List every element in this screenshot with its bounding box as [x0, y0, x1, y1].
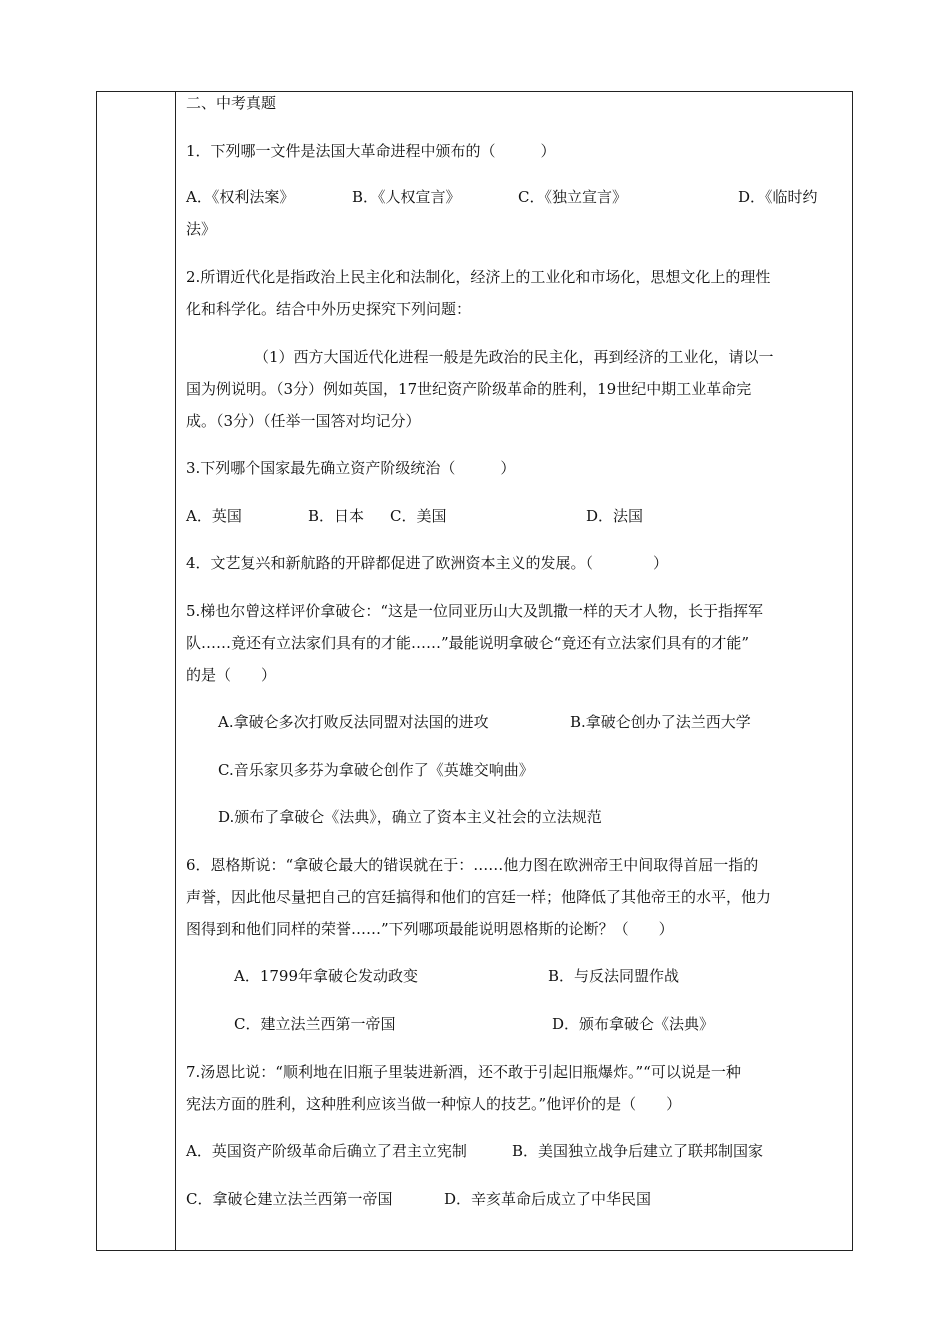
question-5-stem-line-3: 的是（ ）	[186, 666, 277, 684]
question-2-sub-line-2: 国为例说明。（3分）例如英国，17世纪资产阶级革命的胜利，19世纪中期工业革命完	[186, 380, 752, 398]
question-3-option-b: B．日本	[308, 507, 365, 525]
question-1-option-a: A．《权利法案》	[186, 188, 295, 206]
question-5-stem-line-1: 5.梯也尔曾这样评价拿破仑：“这是一位同亚历山大及凯撒一样的天才人物，长于指挥军	[186, 602, 763, 620]
question-2-sub-line-3: 成。（3分）（任举一国答对均记分）	[186, 412, 421, 430]
question-5-option-c: C.音乐家贝多芬为拿破仑创作了《英雄交响曲》	[218, 761, 534, 779]
question-5-stem-line-2: 队……竟还有立法家们具有的才能……”最能说明拿破仑“竟还有立法家们具有的才能”	[186, 634, 750, 652]
question-6-stem-line-1: 6．恩格斯说：“拿破仑最大的错误就在于：……他力图在欧洲帝王中间取得首屈一指的	[186, 856, 759, 874]
question-1-option-d-cont: 法》	[186, 220, 217, 238]
question-7-stem-line-1: 7.汤恩比说：“顺利地在旧瓶子里装进新酒，还不敢于引起旧瓶爆炸。”“可以说是一种	[186, 1063, 741, 1081]
question-5-option-a: A.拿破仑多次打败反法同盟对法国的进攻	[218, 713, 489, 731]
question-5-option-b: B.拿破仑创办了法兰西大学	[570, 713, 751, 731]
column-divider	[175, 91, 176, 1251]
question-6-option-c: C．建立法兰西第一帝国	[234, 1015, 396, 1033]
question-7-stem-line-2: 宪法方面的胜利，这种胜利应该当做一种惊人的技艺。”他评价的是（ ）	[186, 1095, 682, 1113]
question-6-option-b: B．与反法同盟作战	[548, 967, 680, 985]
question-6-option-a: A．1799年拿破仑发动政变	[234, 967, 419, 985]
question-6-stem-line-2: 声誉，因此他尽量把自己的宫廷搞得和他们的宫廷一样；他降低了其他帝王的水平，他力	[186, 888, 772, 906]
question-2-stem-line-2: 化和科学化。结合中外历史探究下列问题：	[186, 300, 472, 318]
question-5-option-d: D.颁布了拿破仑《法典》，确立了资本主义社会的立法规范	[218, 808, 602, 826]
question-4-stem: 4．文艺复兴和新航路的开辟都促进了欧洲资本主义的发展。（ ）	[186, 554, 669, 572]
question-7-option-c: C．拿破仑建立法兰西第一帝国	[186, 1190, 393, 1208]
question-3-option-c: C．美国	[390, 507, 447, 525]
question-7-option-a: A．英国资产阶级革命后确立了君主立宪制	[186, 1142, 467, 1160]
question-1-option-d: D．《临时约	[738, 188, 818, 206]
question-3-option-a: A．英国	[186, 507, 242, 525]
question-2-sub-line-1: （1）西方大国近代化进程一般是先政治的民主化，再到经济的工业化，请以一	[254, 348, 774, 366]
question-7-option-b: B．美国独立战争后建立了联邦制国家	[512, 1142, 764, 1160]
question-1-option-b: B．《人权宣言》	[352, 188, 461, 206]
question-7-option-d: D．辛亥革命后成立了中华民国	[444, 1190, 652, 1208]
question-1-option-c: C．《独立宣言》	[518, 188, 627, 206]
question-3-stem: 3.下列哪个国家最先确立资产阶级统治（ ）	[186, 459, 516, 477]
question-1-stem: 1．下列哪一文件是法国大革命进程中颁布的（ ）	[186, 142, 556, 160]
question-6-option-d: D．颁布拿破仑《法典》	[552, 1015, 715, 1033]
question-2-stem-line-1: 2.所谓近代化是指政治上民主化和法制化，经济上的工业化和市场化，思想文化上的理性	[186, 268, 771, 286]
question-3-option-d: D．法国	[586, 507, 644, 525]
section-title: 二、中考真题	[186, 94, 277, 112]
question-6-stem-line-3: 图得到和他们同样的荣誉……”下列哪项最能说明恩格斯的论断？（ ）	[186, 920, 674, 938]
